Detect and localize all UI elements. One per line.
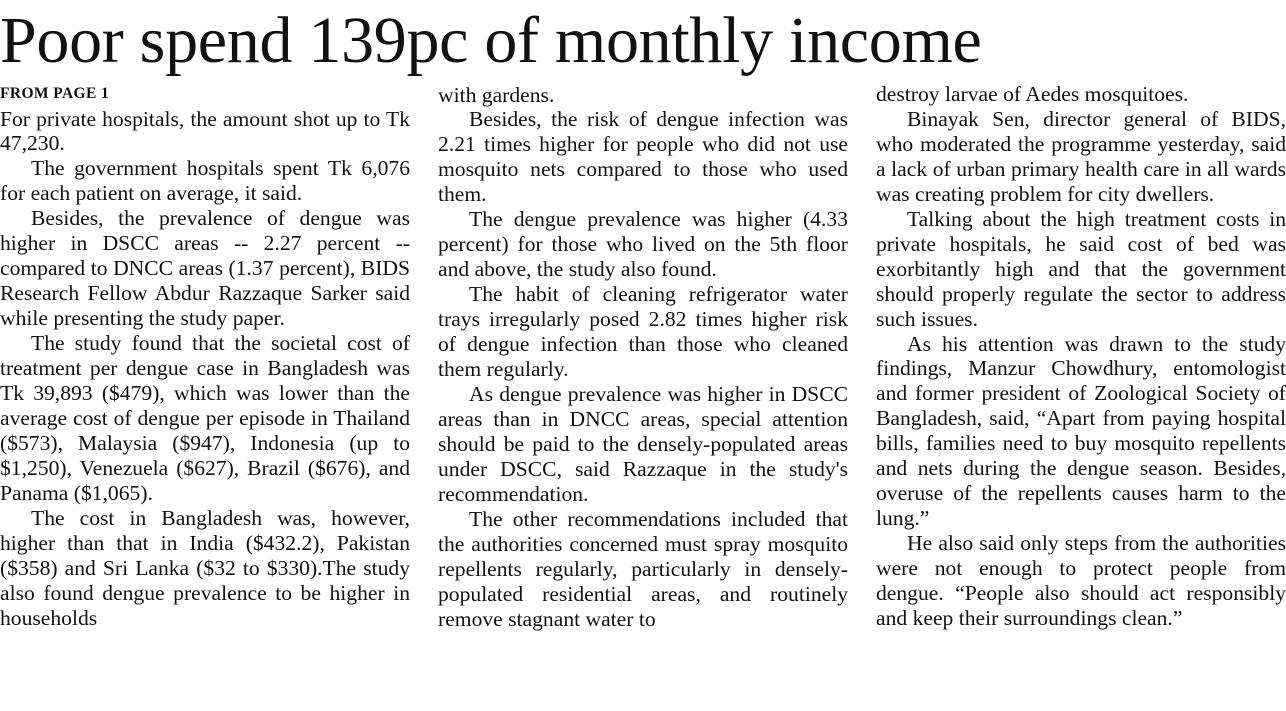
paragraph: The dengue prevalence was higher (4.33 percent) for those who lived on the 5th floor and above, the study also found. — [438, 207, 848, 282]
paragraph: The cost in Bangladesh was, however, higher than that in India ($432.2), Pakistan ($358) and Sri Lanka ($32 to $330).The study also found dengue prevalence to be higher in households — [0, 505, 410, 630]
paragraph: The other recommendations included that the authorities concerned must spray mosquito repellents regularly, particularly in densely-populated residential areas, and routinely remove stagnant water to — [438, 506, 848, 631]
paragraph: As dengue prevalence was higher in DSCC areas than in DNCC areas, special attention should be paid to the densely-populated areas under DSCC, said Razzaque in the study's recommendation. — [438, 381, 848, 506]
headline: Poor spend 139pc of monthly income — [0, 4, 982, 77]
paragraph: As his attention was drawn to the study findings, Manzur Chowdhury, entomologist and former president of Zoological Society of Bangladesh, said, “Apart from paying hospital bills, families need to buy mosquito repellents and nets during the dengue season. Besides, overuse of the repellents causes harm to the lung.” — [876, 331, 1286, 531]
article-column-2 — [438, 83, 848, 632]
paragraph: He also said only steps from the authorities were not enough to protect people from dengue. “People also should act responsibly and keep their surroundings clean.” — [876, 531, 1286, 631]
jump-label: FROM PAGE 1 — [0, 85, 110, 102]
paragraph: with gardens. — [438, 82, 555, 107]
paragraph: Talking about the high treatment costs in private hospitals, he said cost of bed was exorbitantly high and that the government should properly regulate the sector to address such issues. — [876, 206, 1286, 331]
article-column-3 — [876, 82, 1286, 631]
paragraph: Besides, the risk of dengue infection was 2.21 times higher for people who did not use mosquito nets compared to those who used them. — [438, 107, 848, 207]
paragraph: The habit of cleaning refrigerator water trays irregularly posed 2.82 times higher risk of dengue infection than those who cleaned them regularly. — [438, 282, 848, 381]
paragraph: Besides, the prevalence of dengue was higher in DSCC areas -- 2.27 percent -- compared to DNCC areas (1.37 percent), BIDS Research Fellow Abdur Razzaque Sarker said while presenting the study paper. — [0, 206, 410, 331]
paragraph: Binayak Sen, director general of BIDS, who moderated the programme yesterday, said a lack of urban primary health care in all wards was creating problem for city dwellers. — [876, 106, 1286, 206]
paragraph: destroy larvae of Aedes mosquitoes. — [876, 82, 1189, 106]
paragraph: The government hospitals spent Tk 6,076 for each patient on average, it said. — [0, 156, 410, 206]
paragraph: The study found that the societal cost of treatment per dengue case in Bangladesh was Tk 39,893 ($479), which was lower than the average cost of dengue per episode in Thailand ($573), Malaysia ($947), Indonesia (up to $1,250), Venezuela ($627), Brazil ($676), and Panama ($1,065). — [0, 331, 410, 505]
article-column-1 — [0, 82, 410, 631]
paragraph: For private hospitals, the amount shot up to Tk 47,230. — [0, 106, 410, 156]
